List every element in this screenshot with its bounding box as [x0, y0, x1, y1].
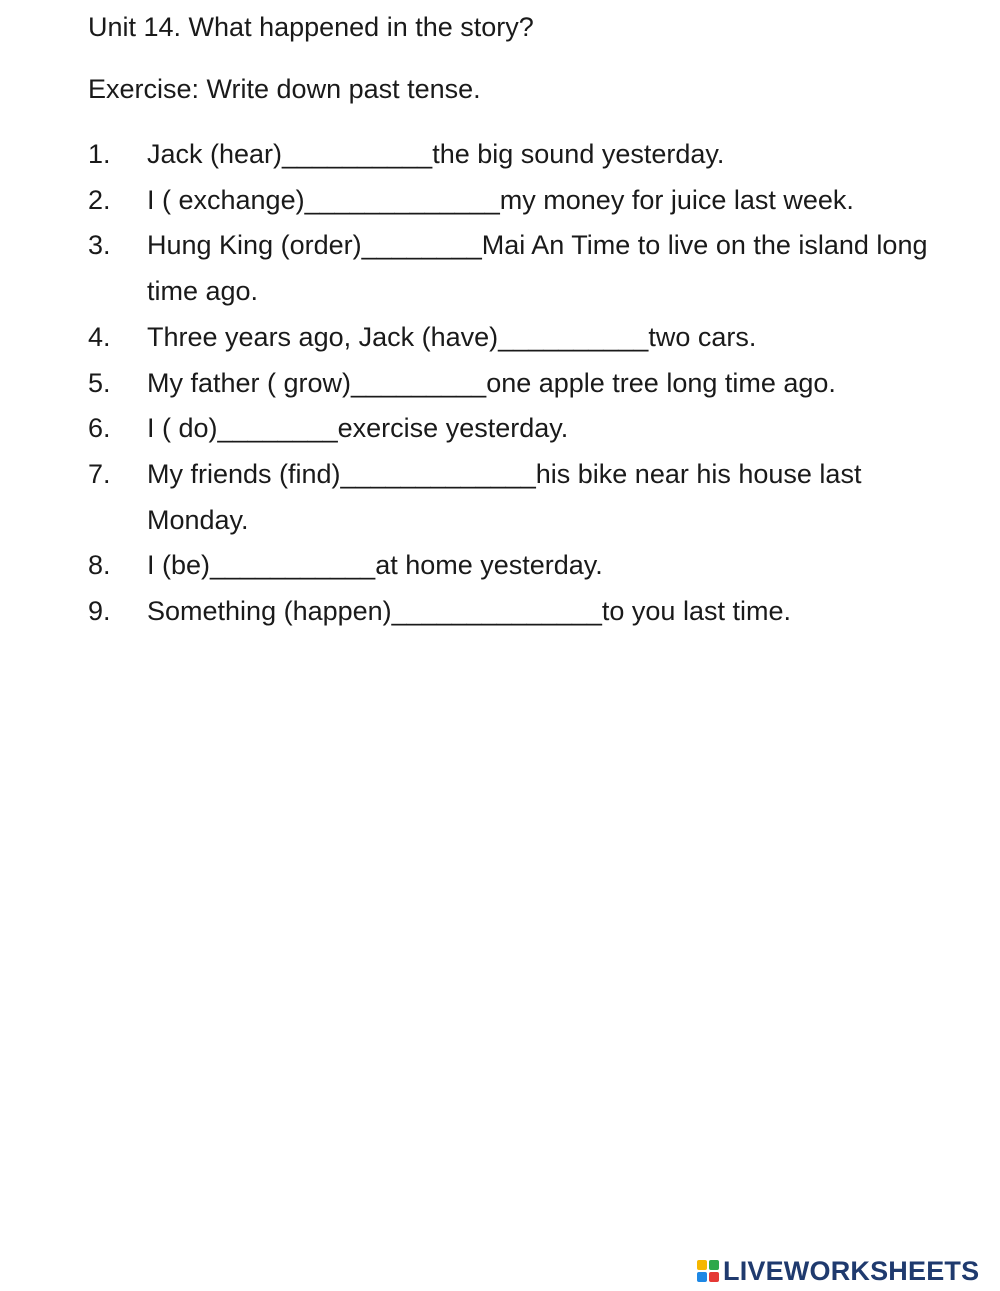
exercise-item	[88, 315, 968, 361]
liveworksheets-logo	[697, 1254, 979, 1288]
item-number: 9.	[88, 596, 111, 627]
item-number: 2.	[88, 184, 111, 215]
item-number: 3.	[88, 230, 111, 261]
exercise-list	[88, 132, 968, 635]
item-number: 1.	[88, 139, 111, 169]
exercise-item	[88, 406, 968, 452]
item-text: My father ( grow)_________one apple tree long time ago.	[147, 367, 836, 398]
item-text: Something (happen)______________to you last time.	[147, 596, 791, 627]
exercise-item	[88, 589, 968, 635]
item-text: Hung King (order)________Mai An Time to live on the island long time ago.	[147, 230, 928, 307]
exercise-instruction: Exercise: Write down past tense.	[88, 74, 481, 104]
logo-block	[697, 1272, 707, 1282]
item-number: 6.	[88, 413, 111, 444]
exercise-item	[88, 452, 968, 543]
item-text: I ( do)________exercise yesterday.	[147, 413, 569, 444]
worksheet-title: Unit 14. What happened in the story?	[88, 12, 534, 42]
exercise-item	[88, 178, 968, 224]
logo-block	[709, 1272, 719, 1282]
exercise-item	[88, 132, 968, 178]
item-text: My friends (find)_____________his bike near his house last Monday.	[147, 458, 862, 535]
item-text: I (be)___________at home yesterday.	[147, 550, 603, 581]
logo-block	[709, 1260, 719, 1270]
item-text: I ( exchange)_____________my money for juice last week.	[147, 184, 854, 215]
item-text: Three years ago, Jack (have)__________two cars.	[147, 321, 757, 352]
item-number: 8.	[88, 550, 111, 581]
logo-text: LIVEWORKSHEETS	[723, 1255, 980, 1286]
item-number: 4.	[88, 321, 111, 352]
exercise-item	[88, 543, 968, 589]
item-text: Jack (hear)__________the big sound yesterday.	[147, 139, 725, 169]
exercise-item	[88, 361, 968, 407]
logo-blocks-icon	[697, 1260, 719, 1282]
exercise-item	[88, 223, 968, 314]
logo-block	[697, 1260, 707, 1270]
item-number: 5.	[88, 367, 111, 398]
item-number: 7.	[88, 458, 111, 489]
